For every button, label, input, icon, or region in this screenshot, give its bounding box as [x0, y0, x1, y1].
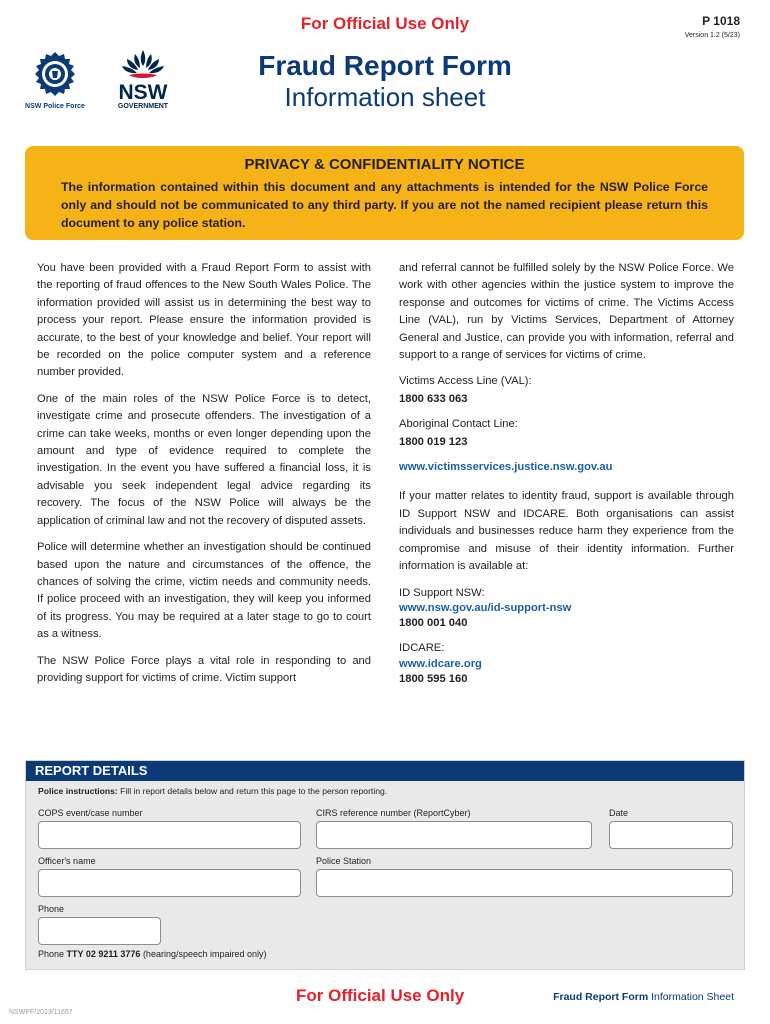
cops-label: COPS event/case number	[38, 808, 143, 818]
officer-name-input[interactable]	[38, 869, 301, 897]
right-paragraph-2: If your matter relates to identity fraud, support is available through ID Support NSW and IDCARE. Both organisations can assist individuals and businesses reduce harm they experience from the compromise and misuse of their identity information. Further information is available at:	[399, 490, 734, 573]
privacy-notice-heading: PRIVACY & CONFIDENTIALITY NOTICE	[244, 156, 525, 173]
cirs-label: CIRS reference number (ReportCyber)	[316, 808, 471, 818]
left-column	[37, 260, 371, 696]
form-version: Version 1.2 (5/23)	[684, 32, 740, 39]
footer-title-rest: Information Sheet	[648, 991, 734, 1003]
aboriginal-phone: 1800 019 123	[399, 435, 468, 448]
left-paragraph-2: One of the main roles of the NSW Police Force is to detect, investigate crime and prosecute offenders. The investigation of a crime can take weeks, months or even longer depending upon the amount and type of evidence required to complete the investigation. In the event you have suffered a financial loss, it is advisable you seek independent legal advice regarding its recovery. The focus of the NSW Police will always be the application of criminal law and not the recovery of disputed assets.	[37, 392, 371, 527]
aboriginal-contact	[399, 416, 734, 451]
privacy-notice-body: The information contained within this document and any attachments is intended for the NSW Police Force only and should not be communicated to any third party. If you are not the named recipient please return this document to any police station.	[61, 180, 708, 230]
police-instructions	[26, 781, 744, 796]
id-support-label: ID Support NSW:	[399, 586, 485, 599]
id-support-contact	[399, 585, 734, 633]
aboriginal-label: Aboriginal Contact Line:	[399, 418, 518, 431]
page-title: Fraud Report Form	[258, 50, 512, 81]
date-input[interactable]	[609, 821, 733, 849]
nsw-logo-caption: GOVERNMENT	[117, 103, 169, 110]
val-contact	[399, 373, 734, 408]
official-use-bottom: For Official Use Only	[296, 986, 465, 1005]
idcare-label: IDCARE:	[399, 642, 445, 655]
tty-line	[38, 949, 267, 959]
tty-suffix: (hearing/speech impaired only)	[140, 949, 267, 959]
footer-title-bold: Fraud Report Form	[553, 991, 649, 1003]
idcare-contact	[399, 640, 734, 688]
right-column	[399, 260, 734, 696]
officer-name-label: Officer's name	[38, 856, 96, 866]
date-label: Date	[609, 808, 629, 818]
police-station-input[interactable]	[316, 869, 733, 897]
police-station-label: Police Station	[316, 856, 372, 866]
police-instructions-label: Police instructions:	[38, 786, 118, 796]
idcare-link[interactable]: www.idcare.org	[399, 657, 482, 670]
left-paragraph-3: Police will determine whether an investigation should be continued based upon the nature and circumstances of the offence, the chances of solving the crime, victim needs and community needs. If police proceed with an investigation, they will keep you informed of its progress. You may be required at a later stage to go to court as a witness.	[37, 541, 371, 641]
id-support-phone: 1800 001 040	[399, 616, 468, 629]
report-details-section	[25, 760, 745, 970]
phone-label: Phone	[38, 904, 65, 914]
footer-title	[553, 991, 734, 1003]
form-number: P 1018	[702, 14, 740, 28]
phone-input[interactable]	[38, 917, 161, 945]
cops-input[interactable]	[38, 821, 301, 849]
tty-prefix: Phone	[38, 949, 67, 959]
tty-number: TTY 02 9211 3776	[66, 949, 141, 959]
idcare-phone: 1800 595 160	[399, 672, 468, 685]
cirs-input[interactable]	[316, 821, 592, 849]
victims-services-link[interactable]: www.victimsservices.justice.nsw.gov.au	[399, 461, 613, 474]
report-details-heading: REPORT DETAILS	[26, 761, 744, 781]
page-subtitle: Information sheet	[284, 82, 486, 112]
val-phone: 1800 633 063	[399, 392, 468, 405]
right-paragraph-1: and referral cannot be fulfilled solely by the NSW Police Force. We work with other agencies within the justice system to improve the response and outcomes for victims of crime. The Victims Access Line (VAL), run by Victims Services, Department of Attorney General and Justice, can provide you with information, referral and support to a range of services for victims of crime.	[399, 262, 734, 362]
privacy-notice	[25, 146, 744, 240]
id-support-link[interactable]: www.nsw.gov.au/id-support-nsw	[399, 601, 572, 614]
left-paragraph-4: The NSW Police Force plays a vital role in responding to and providing support for victims of crime. Victim support	[37, 654, 371, 684]
left-paragraph-1: You have been provided with a Fraud Report Form to assist with the reporting of fraud offences to the New South Wales Police. The information provided will assist us in determining the best way to process your report. Please ensure the information provided is accurate, to the best of your knowledge and belief. Your report will be recorded on the police computer system and a reference number provided.	[37, 262, 371, 379]
police-instructions-text: Fill in report details below and return this page to the person reporting.	[117, 786, 388, 796]
police-logo-caption: NSW Police Force	[25, 103, 85, 110]
footer-code: NSWPF/2023/11657	[9, 1009, 73, 1016]
val-label: Victims Access Line (VAL):	[399, 375, 532, 388]
nsw-logo-text: NSW	[118, 81, 168, 104]
official-use-top: For Official Use Only	[300, 14, 470, 33]
